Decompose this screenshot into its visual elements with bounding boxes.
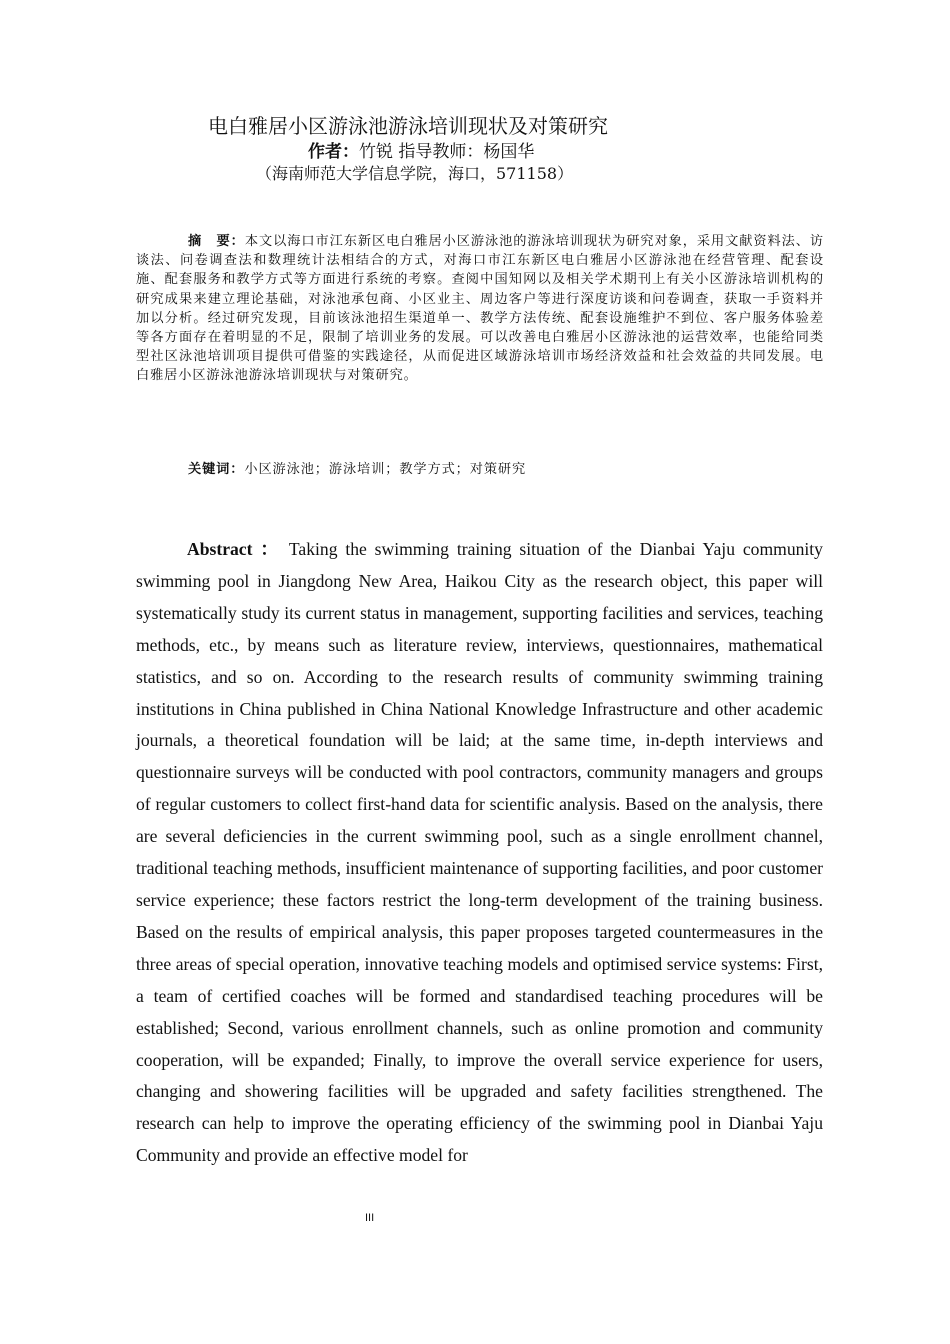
- english-abstract: [136, 534, 823, 1172]
- page-number: III: [365, 1212, 375, 1224]
- chinese-abstract-label: 摘 要：: [188, 234, 245, 249]
- keywords: [188, 460, 526, 480]
- author-names: 竹锐 指导教师：杨国华: [359, 142, 535, 162]
- paper-title: 电白雅居小区游泳池游泳培训现状及对策研究: [208, 114, 608, 138]
- affiliation: （海南师范大学信息学院，海口，571158）: [256, 164, 574, 183]
- author-label: 作者：: [308, 142, 359, 162]
- keywords-text: 小区游泳池；游泳培训；教学方式；对策研究: [244, 462, 527, 477]
- english-abstract-label: Abstract ：: [187, 539, 282, 559]
- chinese-abstract: [136, 232, 824, 386]
- author-line: [308, 141, 534, 163]
- english-abstract-text: Taking the swimming training situation of the Dianbai Yaju community swimming pool in Jiangdong New Area, Haikou City as the research object, this paper will systematically study its current status in management, supporting facilities and services, teaching methods, etc., by means such as literature review, interviews, questionnaires, mathematical statistics, and so on. According to the research results of community swimming training institutions in China published in China National Knowledge Infrastructure and other academic journals, a theoretical foundation will be laid; at the same time, in-depth interviews and questionnaire surveys will be conducted with pool contractors, community managers and groups of regular customers to collect first-hand data for scientific analysis. Based on the analysis, there are several deficiencies in the current swimming pool, such as a single enrollment channel, traditional teaching methods, insufficient maintenance of supporting facilities, and poor customer service experience; these factors restrict the long-term development of the training business. Based on the results of empirical analysis, this paper proposes targeted countermeasures in the three areas of special operation, innovative teaching models and optimised service systems: First, a team of certified coaches will be formed and standardised teaching procedures will be established; Second, various enrollment channels, such as online promotion and community cooperation, will be expanded; Finally, to improve the overall service experience for users, changing and showering facilities will be upgraded and safety facilities strengthened. The research can help to improve the operating efficiency of the swimming pool in Dianbai Yaju Community and provide an effective model for: [136, 539, 823, 1166]
- keywords-label: 关键词：: [188, 462, 245, 477]
- chinese-abstract-text: 本文以海口市江东新区电白雅居小区游泳池的游泳培训现状为研究对象，采用文献资料法、访谈法、问卷调查法和数理统计法相结合的方式，对海口市江东新区电白雅居小区游泳池在经营管理、配套设施、配套服务和教学方式等方面进行系统的考察。查阅中国知网以及相关学术期刊上有关小区游泳培训机构的研究成果来建立理论基础，对泳池承包商、小区业主、周边客户等进行深度访谈和问卷调查，获取一手资料并加以分析。经过研究发现，目前该泳池招生渠道单一、教学方法传统、配套设施维护不到位、客户服务体验差等各方面存在着明显的不足，限制了培训业务的发展。可以改善电白雅居小区游泳池的运营效率，也能给同类型社区泳池培训项目提供可借鉴的实践途径，从而促进区域游泳培训市场经济效益和社会效益的共同发展。电白雅居小区游泳池游泳培训现状与对策研究。: [136, 234, 824, 384]
